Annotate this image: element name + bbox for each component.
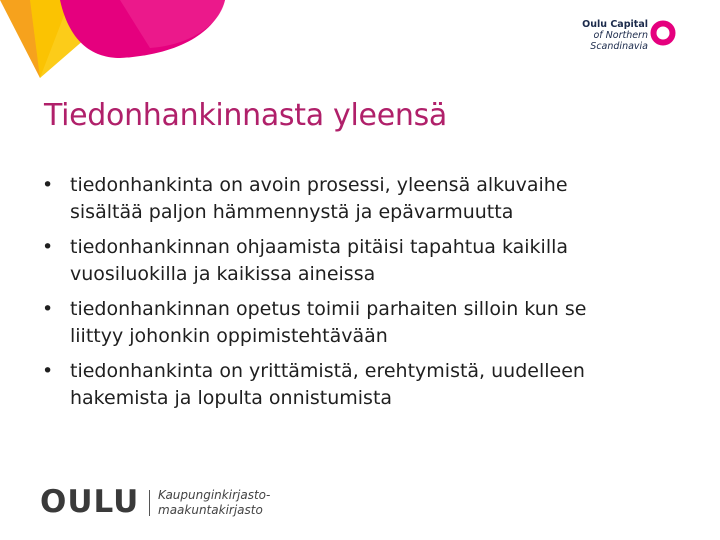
bullet-item — [42, 172, 682, 226]
brand-line-1: Oulu Capital — [582, 19, 648, 30]
bullet-text-line: sisältää paljon hämmennystä ja epävarmuutta — [70, 201, 514, 223]
footer-city-wordmark: OULU — [40, 484, 140, 520]
bullet-text-line: tiedonhankinnan opetus toimii parhaiten silloin kun se — [70, 298, 587, 320]
bullet-dot: • — [42, 236, 54, 258]
decorative-corner-graphic — [0, 0, 240, 80]
footer-library-name — [158, 488, 270, 518]
bullet-list — [42, 172, 682, 420]
brand-text — [572, 19, 648, 52]
footer-divider — [149, 490, 150, 516]
footer-library-line-1: Kaupunginkirjasto- — [158, 488, 271, 502]
bullet-text-line: tiedonhankinta on avoin prosessi, yleensä alkuvaihe — [70, 174, 568, 196]
footer-library-logo — [40, 484, 340, 524]
bullet-text-line: liittyy johonkin oppimistehtävään — [70, 325, 388, 347]
bullet-dot: • — [42, 360, 54, 382]
bullet-item — [42, 234, 682, 288]
footer-library-line-2: maakuntakirjasto — [158, 503, 263, 517]
brand-ring-icon — [650, 20, 676, 46]
bullet-dot: • — [42, 298, 54, 320]
slide-title: Tiedonhankinnasta yleensä — [44, 98, 447, 133]
oulu-capital-logo — [572, 16, 692, 62]
bullet-text-line: tiedonhankinnan ohjaamista pitäisi tapahtua kaikilla — [70, 236, 569, 258]
bullet-text-line: hakemista ja lopulta onnistumista — [70, 387, 393, 409]
brand-line-3: Scandinavia — [590, 41, 648, 52]
bullet-text-line: vuosiluokilla ja kaikissa aineissa — [70, 263, 376, 285]
bullet-item — [42, 296, 682, 350]
bullet-dot: • — [42, 174, 54, 196]
brand-line-2: of Northern — [593, 30, 648, 41]
bullet-text-line: tiedonhankinta on yrittämistä, erehtymistä, uudelleen — [70, 360, 585, 382]
bullet-item — [42, 358, 682, 412]
